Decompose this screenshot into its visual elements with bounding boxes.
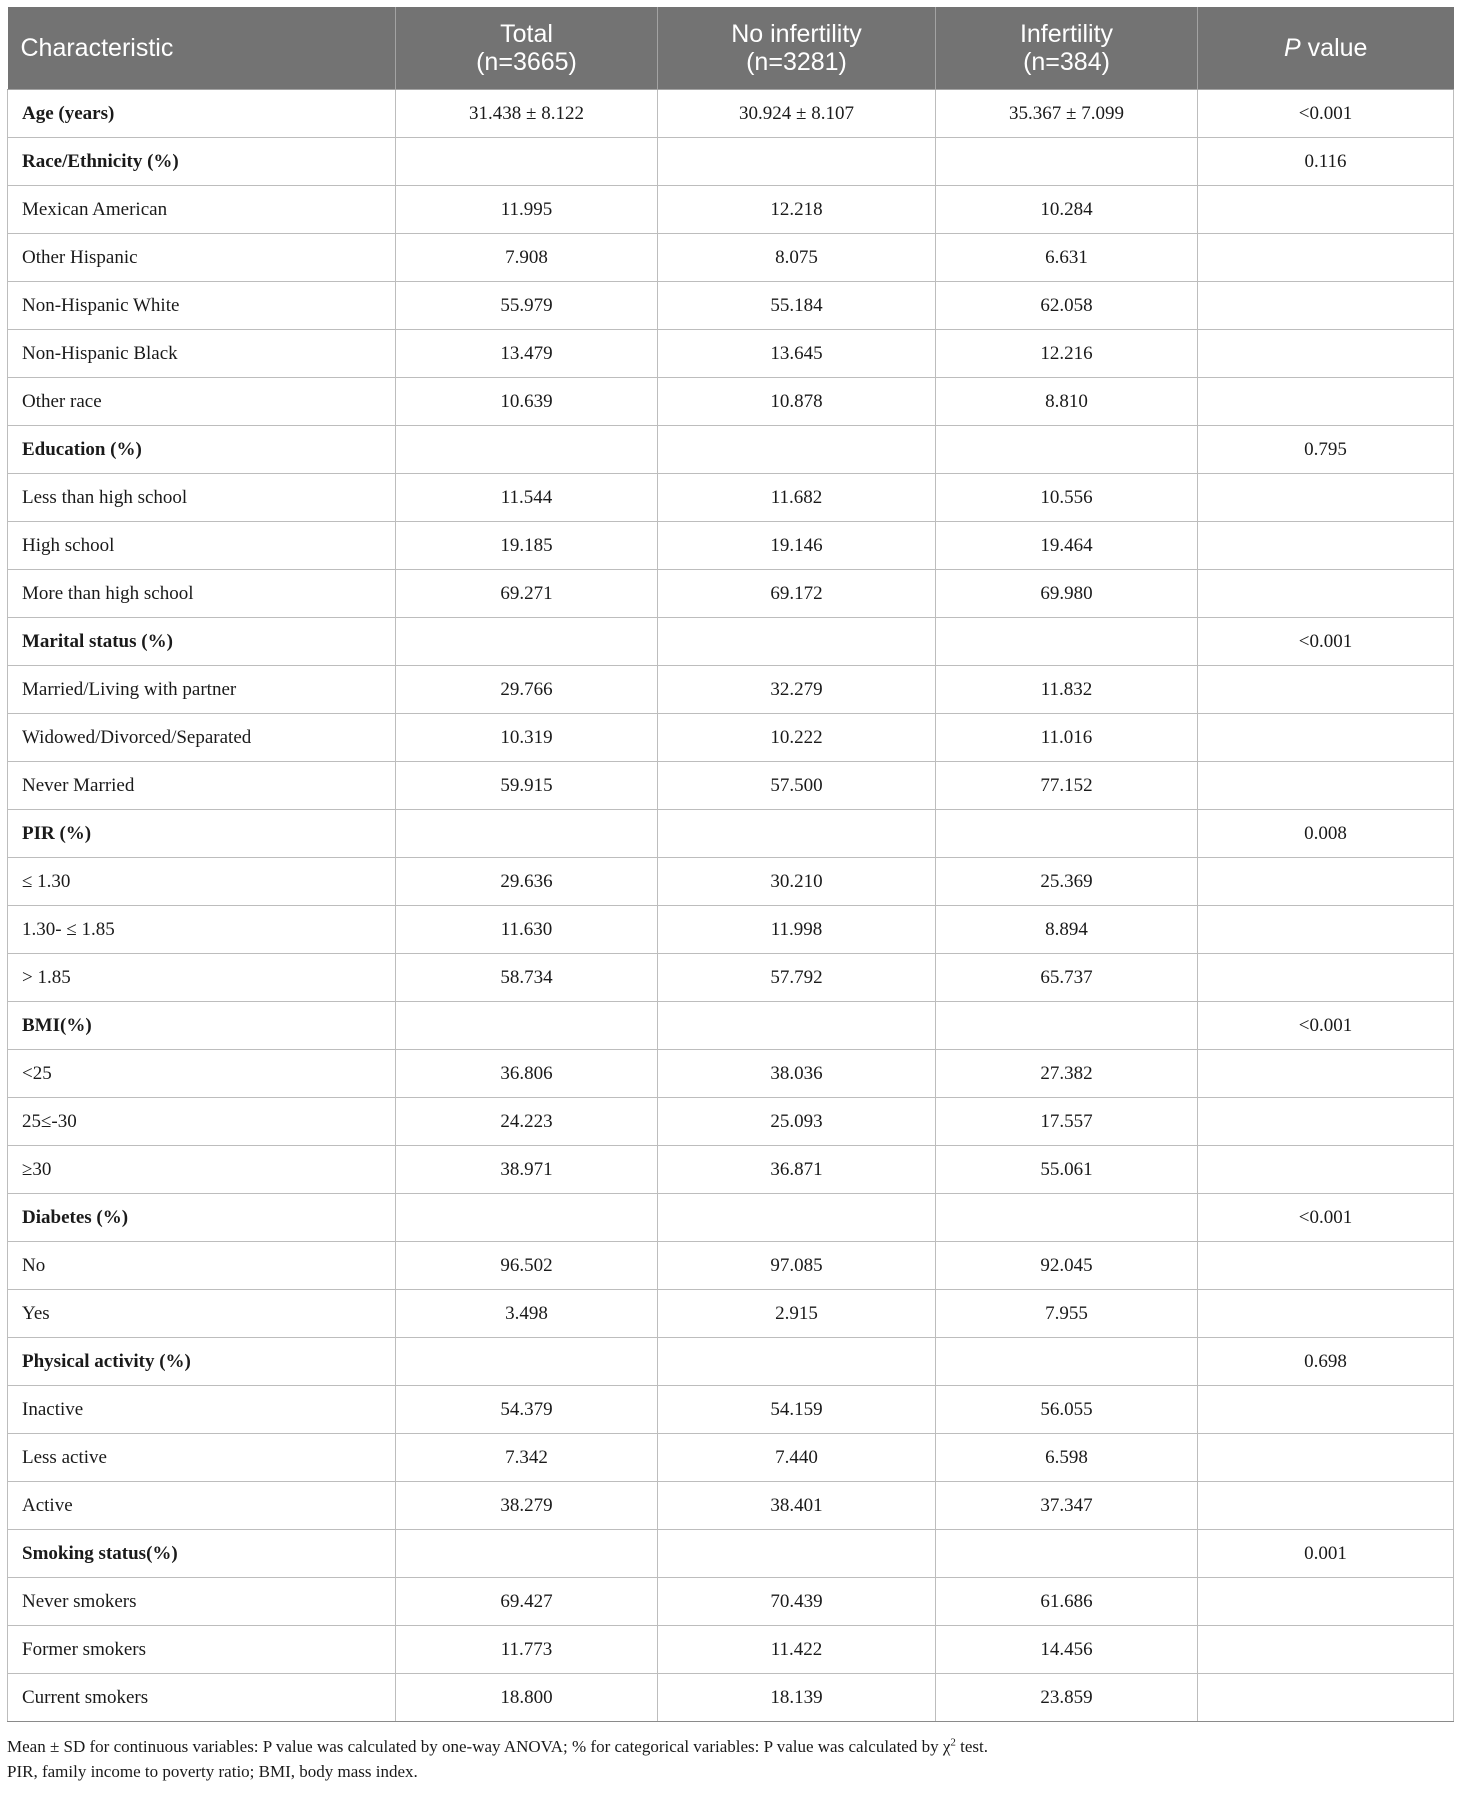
cell-characteristic: Yes: [8, 1290, 396, 1338]
cell-total: [396, 1338, 658, 1386]
cell-p-value: [1198, 234, 1454, 282]
cell-total: 59.915: [396, 762, 658, 810]
table-row: [8, 330, 1454, 378]
header-total-n: (n=3665): [476, 48, 577, 76]
cell-no-infertility: 19.146: [658, 522, 936, 570]
cell-total: 58.734: [396, 954, 658, 1002]
cell-infertility: 6.631: [936, 234, 1198, 282]
cell-infertility: 27.382: [936, 1050, 1198, 1098]
header-p-value: [1198, 7, 1454, 90]
cell-no-infertility: 54.159: [658, 1386, 936, 1434]
cell-p-value: <0.001: [1198, 90, 1454, 138]
cell-no-infertility: 57.792: [658, 954, 936, 1002]
cell-characteristic: Current smokers: [8, 1674, 396, 1722]
cell-no-infertility: 10.222: [658, 714, 936, 762]
cell-no-infertility: 97.085: [658, 1242, 936, 1290]
cell-infertility: 69.980: [936, 570, 1198, 618]
cell-total: 38.971: [396, 1146, 658, 1194]
cell-total: 7.908: [396, 234, 658, 282]
cell-total: 7.342: [396, 1434, 658, 1482]
cell-characteristic: Inactive: [8, 1386, 396, 1434]
cell-p-value: [1198, 1242, 1454, 1290]
cell-infertility: 19.464: [936, 522, 1198, 570]
cell-p-value: 0.698: [1198, 1338, 1454, 1386]
cell-p-value: [1198, 1578, 1454, 1626]
cell-total: 11.544: [396, 474, 658, 522]
cell-total: 10.319: [396, 714, 658, 762]
cell-total: [396, 1002, 658, 1050]
cell-characteristic: Physical activity (%): [8, 1338, 396, 1386]
cell-characteristic: Non-Hispanic Black: [8, 330, 396, 378]
cell-characteristic: No: [8, 1242, 396, 1290]
header-infertility-n: (n=384): [1023, 48, 1110, 76]
cell-infertility: 61.686: [936, 1578, 1198, 1626]
table-row: [8, 906, 1454, 954]
cell-characteristic: Non-Hispanic White: [8, 282, 396, 330]
cell-p-value: [1198, 282, 1454, 330]
table-row: [8, 282, 1454, 330]
table-group-row: [8, 810, 1454, 858]
table-row: [8, 762, 1454, 810]
cell-no-infertility: 7.440: [658, 1434, 936, 1482]
cell-characteristic: Married/Living with partner: [8, 666, 396, 714]
cell-no-infertility: 11.422: [658, 1626, 936, 1674]
cell-total: 24.223: [396, 1098, 658, 1146]
cell-infertility: 10.284: [936, 186, 1198, 234]
cell-infertility: [936, 138, 1198, 186]
cell-p-value: [1198, 474, 1454, 522]
cell-characteristic: <25: [8, 1050, 396, 1098]
cell-total: 19.185: [396, 522, 658, 570]
header-no-infertility-label: No infertility: [731, 20, 862, 48]
table-row: [8, 186, 1454, 234]
table-row: [8, 1434, 1454, 1482]
cell-characteristic: Diabetes (%): [8, 1194, 396, 1242]
cell-characteristic: Widowed/Divorced/Separated: [8, 714, 396, 762]
cell-characteristic: More than high school: [8, 570, 396, 618]
cell-characteristic: Less than high school: [8, 474, 396, 522]
cell-p-value: <0.001: [1198, 618, 1454, 666]
cell-characteristic: Less active: [8, 1434, 396, 1482]
cell-p-value: [1198, 1290, 1454, 1338]
cell-infertility: [936, 1002, 1198, 1050]
cell-infertility: 14.456: [936, 1626, 1198, 1674]
cell-characteristic: Marital status (%): [8, 618, 396, 666]
header-row: [8, 7, 1454, 90]
cell-p-value: [1198, 186, 1454, 234]
table-group-row: [8, 1194, 1454, 1242]
cell-no-infertility: 8.075: [658, 234, 936, 282]
footnote-statistics-text: Mean ± SD for continuous variables: P value was calculated by one-way ANOVA; % for categorical variables: P value was calculated by χ: [7, 1737, 951, 1756]
table-footnotes: [7, 1734, 1453, 1784]
cell-infertility: 65.737: [936, 954, 1198, 1002]
table-row: [8, 666, 1454, 714]
table-row: [8, 954, 1454, 1002]
header-p-value-word: value: [1300, 34, 1368, 62]
table-row: [8, 1146, 1454, 1194]
cell-infertility: 92.045: [936, 1242, 1198, 1290]
cell-infertility: 12.216: [936, 330, 1198, 378]
cell-p-value: [1198, 1146, 1454, 1194]
cell-p-value: 0.795: [1198, 426, 1454, 474]
table-row: [8, 570, 1454, 618]
cell-total: 10.639: [396, 378, 658, 426]
table-header: [8, 7, 1454, 90]
cell-no-infertility: 38.036: [658, 1050, 936, 1098]
cell-no-infertility: 11.682: [658, 474, 936, 522]
table-row: [8, 378, 1454, 426]
footnote-abbreviations: PIR, family income to poverty ratio; BMI, body mass index.: [7, 1762, 418, 1781]
cell-no-infertility: 70.439: [658, 1578, 936, 1626]
cell-characteristic: Active: [8, 1482, 396, 1530]
cell-infertility: 17.557: [936, 1098, 1198, 1146]
cell-total: [396, 618, 658, 666]
table-group-row: [8, 138, 1454, 186]
cell-no-infertility: [658, 1002, 936, 1050]
cell-total: 3.498: [396, 1290, 658, 1338]
cell-p-value: [1198, 1674, 1454, 1722]
cell-no-infertility: 2.915: [658, 1290, 936, 1338]
cell-no-infertility: 13.645: [658, 330, 936, 378]
cell-total: [396, 426, 658, 474]
cell-characteristic: Never smokers: [8, 1578, 396, 1626]
cell-characteristic: Former smokers: [8, 1626, 396, 1674]
cell-total: 11.773: [396, 1626, 658, 1674]
cell-no-infertility: 11.998: [658, 906, 936, 954]
cell-total: 69.427: [396, 1578, 658, 1626]
table-row: [8, 1578, 1454, 1626]
header-characteristic: [8, 7, 396, 90]
cell-p-value: [1198, 522, 1454, 570]
cell-characteristic: Race/Ethnicity (%): [8, 138, 396, 186]
cell-p-value: <0.001: [1198, 1194, 1454, 1242]
cell-total: 11.995: [396, 186, 658, 234]
table-row: [8, 1050, 1454, 1098]
cell-infertility: 8.810: [936, 378, 1198, 426]
cell-characteristic: BMI(%): [8, 1002, 396, 1050]
cell-total: 55.979: [396, 282, 658, 330]
cell-p-value: 0.116: [1198, 138, 1454, 186]
table-row: [8, 858, 1454, 906]
cell-infertility: 8.894: [936, 906, 1198, 954]
characteristics-table: [7, 7, 1454, 1722]
cell-p-value: [1198, 1050, 1454, 1098]
header-p-letter: P: [1284, 34, 1301, 62]
cell-no-infertility: 69.172: [658, 570, 936, 618]
cell-no-infertility: 18.139: [658, 1674, 936, 1722]
table-row: [8, 522, 1454, 570]
cell-characteristic: 1.30- ≤ 1.85: [8, 906, 396, 954]
table-row: [8, 1290, 1454, 1338]
cell-no-infertility: 32.279: [658, 666, 936, 714]
table-row: [8, 1098, 1454, 1146]
cell-total: 54.379: [396, 1386, 658, 1434]
cell-no-infertility: [658, 810, 936, 858]
cell-total: [396, 810, 658, 858]
cell-p-value: [1198, 570, 1454, 618]
table-row: [8, 1626, 1454, 1674]
cell-characteristic: ≤ 1.30: [8, 858, 396, 906]
table-group-row: [8, 1338, 1454, 1386]
cell-total: 69.271: [396, 570, 658, 618]
cell-infertility: 11.016: [936, 714, 1198, 762]
cell-characteristic: High school: [8, 522, 396, 570]
cell-infertility: 56.055: [936, 1386, 1198, 1434]
header-infertility-label: Infertility: [1019, 20, 1114, 48]
cell-infertility: 25.369: [936, 858, 1198, 906]
table-body: [8, 90, 1454, 1722]
cell-no-infertility: 38.401: [658, 1482, 936, 1530]
cell-no-infertility: 55.184: [658, 282, 936, 330]
cell-total: 29.636: [396, 858, 658, 906]
cell-no-infertility: [658, 426, 936, 474]
cell-infertility: 23.859: [936, 1674, 1198, 1722]
table-row: [8, 1674, 1454, 1722]
table-row: [8, 234, 1454, 282]
cell-total: [396, 1530, 658, 1578]
header-no-infertility-n: (n=3281): [746, 48, 847, 76]
cell-characteristic: Education (%): [8, 426, 396, 474]
cell-infertility: 10.556: [936, 474, 1198, 522]
cell-p-value: <0.001: [1198, 1002, 1454, 1050]
cell-infertility: [936, 810, 1198, 858]
cell-characteristic: Mexican American: [8, 186, 396, 234]
cell-p-value: [1198, 1626, 1454, 1674]
cell-no-infertility: 30.924 ± 8.107: [658, 90, 936, 138]
cell-infertility: 62.058: [936, 282, 1198, 330]
cell-no-infertility: 12.218: [658, 186, 936, 234]
cell-total: 36.806: [396, 1050, 658, 1098]
cell-p-value: [1198, 378, 1454, 426]
cell-total: 96.502: [396, 1242, 658, 1290]
cell-no-infertility: 57.500: [658, 762, 936, 810]
table-group-row: [8, 1530, 1454, 1578]
table-row: [8, 1242, 1454, 1290]
table-group-row: [8, 1002, 1454, 1050]
cell-no-infertility: [658, 618, 936, 666]
cell-no-infertility: [658, 1338, 936, 1386]
cell-p-value: [1198, 858, 1454, 906]
header-infertility: [936, 7, 1198, 90]
cell-no-infertility: [658, 1530, 936, 1578]
cell-p-value: [1198, 1386, 1454, 1434]
cell-characteristic: ≥30: [8, 1146, 396, 1194]
table-row: [8, 1386, 1454, 1434]
table-group-row: [8, 426, 1454, 474]
table-group-row: [8, 90, 1454, 138]
cell-no-infertility: 10.878: [658, 378, 936, 426]
cell-p-value: [1198, 906, 1454, 954]
cell-characteristic: Other race: [8, 378, 396, 426]
header-no-infertility: [658, 7, 936, 90]
cell-total: 18.800: [396, 1674, 658, 1722]
cell-characteristic: Other Hispanic: [8, 234, 396, 282]
cell-total: 31.438 ± 8.122: [396, 90, 658, 138]
cell-total: 13.479: [396, 330, 658, 378]
cell-total: 11.630: [396, 906, 658, 954]
cell-p-value: [1198, 954, 1454, 1002]
header-total: [396, 7, 658, 90]
cell-no-infertility: 30.210: [658, 858, 936, 906]
cell-infertility: 6.598: [936, 1434, 1198, 1482]
table-group-row: [8, 618, 1454, 666]
table-row: [8, 714, 1454, 762]
header-total-label: Total: [500, 20, 553, 48]
cell-no-infertility: [658, 138, 936, 186]
cell-infertility: [936, 1338, 1198, 1386]
cell-infertility: 11.832: [936, 666, 1198, 714]
footnote-statistics: [7, 1734, 1453, 1759]
cell-characteristic: > 1.85: [8, 954, 396, 1002]
cell-p-value: 0.008: [1198, 810, 1454, 858]
footnote-chi-square-superscript: 2: [950, 1736, 956, 1749]
cell-characteristic: PIR (%): [8, 810, 396, 858]
table-row: [8, 474, 1454, 522]
cell-infertility: [936, 1194, 1198, 1242]
footnote-statistics-end: test.: [955, 1737, 989, 1756]
table-row: [8, 1482, 1454, 1530]
cell-p-value: [1198, 1434, 1454, 1482]
cell-characteristic: Smoking status(%): [8, 1530, 396, 1578]
cell-p-value: [1198, 1098, 1454, 1146]
cell-total: 29.766: [396, 666, 658, 714]
cell-p-value: [1198, 666, 1454, 714]
cell-p-value: [1198, 1482, 1454, 1530]
cell-no-infertility: 36.871: [658, 1146, 936, 1194]
cell-characteristic: Age (years): [8, 90, 396, 138]
cell-characteristic: 25≤-30: [8, 1098, 396, 1146]
cell-no-infertility: 25.093: [658, 1098, 936, 1146]
cell-total: [396, 138, 658, 186]
cell-infertility: 55.061: [936, 1146, 1198, 1194]
cell-no-infertility: [658, 1194, 936, 1242]
cell-infertility: 7.955: [936, 1290, 1198, 1338]
cell-infertility: [936, 426, 1198, 474]
header-characteristic-label: Characteristic: [20, 34, 174, 62]
characteristics-table-container: [7, 7, 1453, 1722]
cell-p-value: [1198, 762, 1454, 810]
cell-p-value: 0.001: [1198, 1530, 1454, 1578]
cell-infertility: [936, 618, 1198, 666]
cell-infertility: 77.152: [936, 762, 1198, 810]
cell-total: 38.279: [396, 1482, 658, 1530]
cell-infertility: 37.347: [936, 1482, 1198, 1530]
cell-characteristic: Never Married: [8, 762, 396, 810]
cell-infertility: 35.367 ± 7.099: [936, 90, 1198, 138]
cell-p-value: [1198, 714, 1454, 762]
cell-p-value: [1198, 330, 1454, 378]
cell-infertility: [936, 1530, 1198, 1578]
cell-total: [396, 1194, 658, 1242]
